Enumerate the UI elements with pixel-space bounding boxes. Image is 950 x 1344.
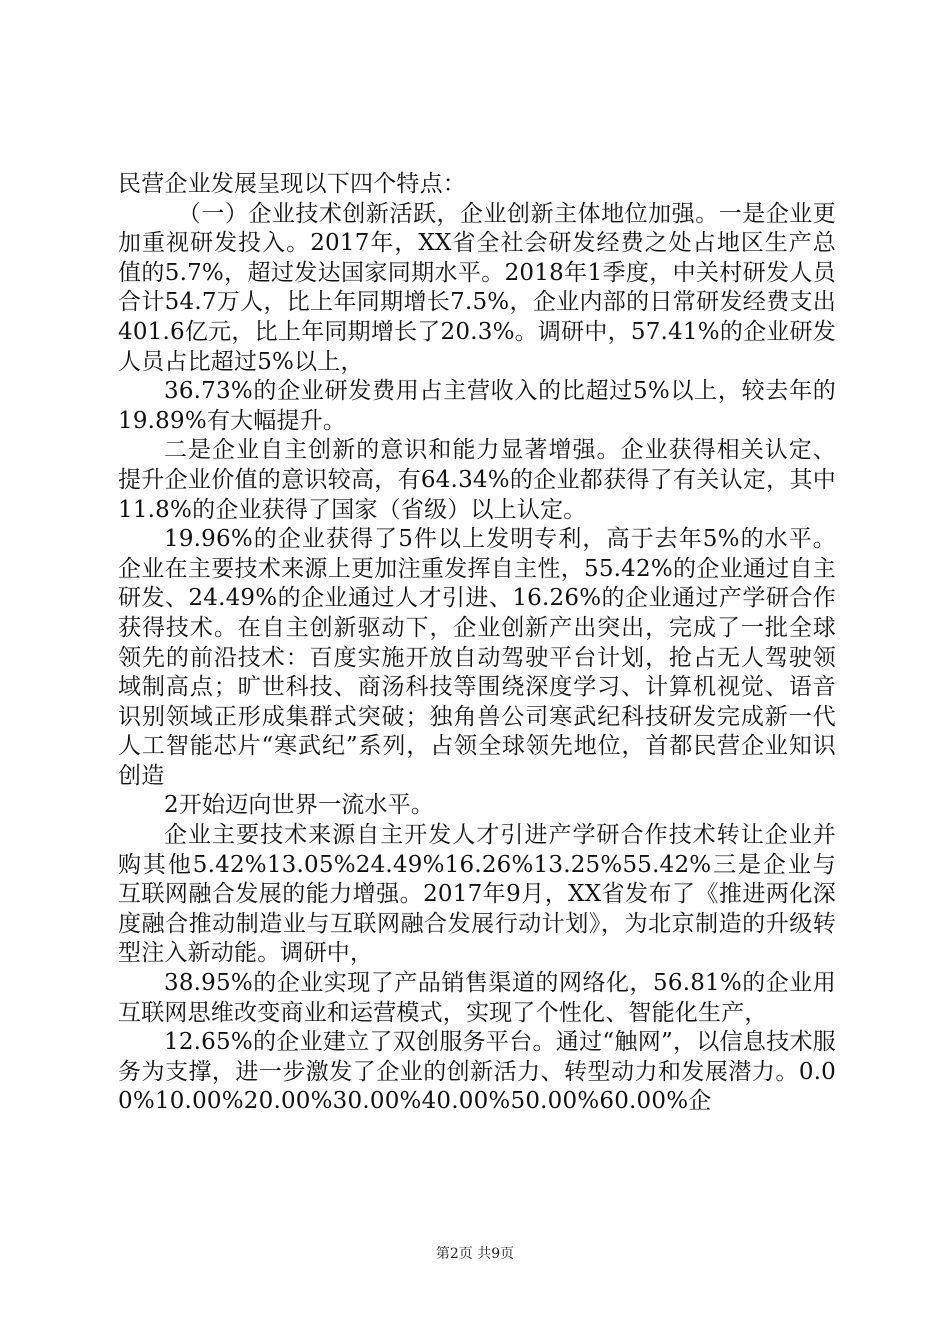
paragraph-innovation-active: （一）企业技术创新活跃，企业创新主体地位加强。一是企业更加重视研发投入。2017年，XX省全社会研发经费之处占地区生产总值的5.7%，超过发达国家同期水平。2018年1季度，中关村研发人员合计54.7万人，比上年同期增长7.5%，企业内部的日常研发经费支出401.6亿元，比上年同期增长了20.3%。调研中，57.41%的企业研发人员占比超过5%以上，	[118, 200, 836, 375]
paragraph-internet-sales: 38.95%的企业实现了产品销售渠道的网络化，56.81%的企业用互联网思维改变商业和运营模式，实现了个性化、智能化生产，	[118, 970, 836, 1026]
paragraph-intro: 民营企业发展呈现以下四个特点：	[118, 171, 466, 197]
paragraph-tech-source: 企业主要技术来源自主开发人才引进产学研合作技术转让企业并购其他5.42%13.05%24.49%16.26%13.25%55.42%三是企业与互联网融合发展的能力增强。2017年9月，XX省发布了《推进两化深度融合推动制造业与互联网融合发展行动计划》，为北京制造的升级转型注入新动能。调研中，	[118, 822, 836, 967]
paragraph-rd-expense: 36.73%的企业研发费用占主营收入的比超过5%以上，较去年的19.89%有大幅提升。	[118, 378, 836, 434]
page-footer	[0, 1245, 950, 1263]
paragraph-world-class: 2开始迈向世界一流水平。	[164, 792, 435, 819]
paragraph-self-innovation: 二是企业自主创新的意识和能力显著增强。企业获得相关认定、提升企业价值的意识较高，有64.34%的企业都获得了有关认定，其中11.8%的企业获得了国家（省级）以上认定。	[118, 437, 836, 523]
paragraph-service-platform: 12.65%的企业建立了双创服务平台。通过“触网”，以信息技术服务为支撑，进一步激发了企业的创新活力、转型动力和发展潜力。0.00%10.00%20.00%30.00%40.00%50.00%60.00%企	[118, 1029, 836, 1115]
document-body	[118, 170, 836, 1117]
page-number-label: 第2页 共9页	[435, 1246, 515, 1262]
paragraph-patents: 19.96%的企业获得了5件以上发明专利，高于去年5%的水平。企业在主要技术来源上更加注重发挥自主性，55.42%的企业通过自主研发、24.49%的企业通过人才引进、16.26%的企业通过产学研合作获得技术。在自主创新驱动下，企业创新产出突出，完成了一批全球领先的前沿技术：百度实施开放自动驾驶平台计划，抢占无人驾驶领域制高点；旷世科技、商汤科技等围绕深度学习、计算机视觉、语音识别领域正形成集群式突破；独角兽公司寒武纪科技研发完成新一代人工智能芯片“寒武纪”系列，占领全球领先地位，首都民营企业知识创造	[118, 526, 836, 789]
